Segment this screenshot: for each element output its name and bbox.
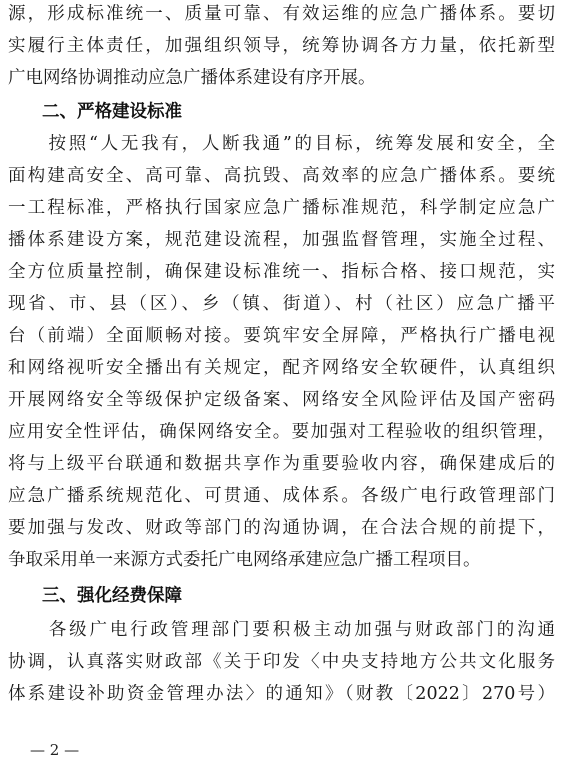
paragraph-line: 全方位质量控制，确保建设标准统一、指标合格、接口规范，实: [8, 262, 555, 282]
paragraph-line: 和网络视听安全播出有关规定，配齐网络安全软硬件，认真组织: [8, 358, 555, 378]
paragraph-line: 应急广播系统规范化、可贯通、成体系。各级广电行政管理部门: [8, 486, 555, 506]
paragraph-line: 应用安全性评估，确保网络安全。要加强对工程验收的组织管理，: [8, 422, 555, 442]
section-heading: 二、严格建设标准: [42, 102, 182, 122]
paragraph-line: 台（前端）全面顺畅对接。要筑牢安全屏障，严格执行广播电视: [8, 326, 555, 346]
paragraph-line: 各级广电行政管理部门要积极主动加强与财政部门的沟通: [8, 620, 555, 640]
paragraph-line: 源，形成标准统一、质量可靠、有效运维的应急广播体系。要切: [8, 4, 555, 24]
paragraph-line: 协调，认真落实财政部《关于印发〈中央支持地方公共文化服务: [8, 652, 555, 672]
paragraph-line: 实履行主体责任，加强组织领导，统筹协调各方力量，依托新型: [8, 36, 555, 56]
page-number: — 2 —: [30, 741, 80, 759]
paragraph-line: 播体系建设方案，规范建设流程，加强监督管理，实施全过程、: [8, 230, 555, 250]
paragraph-line: 争取采用单一来源方式委托广电网络承建应急广播工程项目。: [8, 550, 481, 570]
paragraph-line: 广电网络协调推动应急广播体系建设有序开展。: [8, 68, 376, 88]
paragraph-line: 开展网络安全等级保护定级备案、网络安全风险评估及国产密码: [8, 390, 555, 410]
paragraph-line: 将与上级平台联通和数据共享作为重要验收内容，确保建成后的: [8, 454, 555, 474]
paragraph-line: 按照“人无我有，人断我通”的目标，统筹发展和安全，全: [8, 134, 555, 154]
paragraph-line: 面构建高安全、高可靠、高抗毁、高效率的应急广播体系。要统: [8, 166, 555, 186]
paragraph-line: 要加强与发改、财政等部门的沟通协调，在合法合规的前提下，: [8, 518, 555, 538]
paragraph-line: 一工程标准，严格执行国家应急广播标准规范，科学制定应急广: [8, 198, 555, 218]
paragraph-line: 体系建设补助资金管理办法〉的通知》（财教〔2022〕270号）: [8, 684, 555, 704]
section-heading: 三、强化经费保障: [42, 586, 182, 606]
paragraph-line: 现省、市、县（区）、乡（镇、街道）、村（社区）应急广播平: [8, 294, 555, 314]
